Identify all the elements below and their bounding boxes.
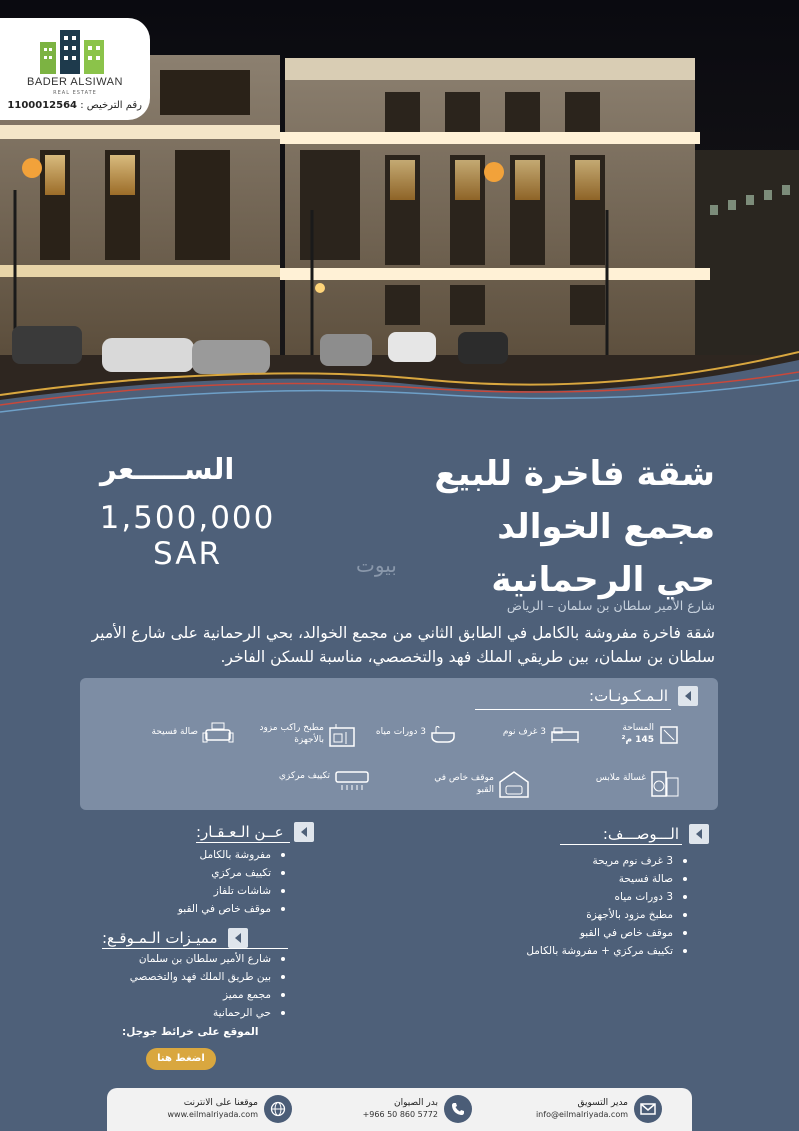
air-conditioner-icon [334,770,370,792]
section-arrow-icon [689,824,709,844]
amenity-living-room-label: صالة فسيحة [151,727,198,737]
section-arrow-icon [678,686,698,706]
watermark-text: بيوت [356,553,397,577]
amenity-living-room [148,722,234,738]
watermark-logo [356,553,397,577]
open-map-button[interactable]: اضغط هنا [146,1048,216,1070]
buildings-logo-icon [38,26,108,74]
list-item: شاشات تلفاز [178,882,287,900]
list-item: 3 دورات مياه [526,888,689,906]
amenities-heading: الـمـكـونـات: [589,687,668,705]
washing-machine-icon [650,770,680,798]
property-underline [196,842,290,843]
list-item: صالة فسيحة [526,870,689,888]
section-arrow-icon [294,822,314,842]
list-item: بين طريق الملك فهد والتخصصي [130,968,287,986]
google-maps-label: الموقع على خرائط جوجل: [122,1026,259,1038]
street-address: شارع الأمير سلطان بن سلمان – الرياض [506,598,715,613]
website-contact[interactable] [168,1094,292,1124]
amenity-parking [420,770,530,796]
license-label: رقم الترخيص : [80,100,142,111]
company-logo-card [0,18,150,120]
listing-description: شقة فاخرة مفروشة بالكامل في الطابق الثاني من مجمع الخوالد، بحي الرحمانية على شارع الأمير سلطان بن سلمان، بين طريقي الملك فهد والتخصصي، مناسبة للسكن الفاخر. [91,624,715,666]
price-value [80,500,295,572]
list-item: تكييف مركزي [178,864,287,882]
list-item: 3 غرف نوم مريحة [526,852,689,870]
bed-icon [550,724,580,744]
list-item: موقف خاص في القبو [178,900,287,918]
email-icon [634,1095,662,1123]
sofa-icon [202,722,234,748]
property-section-header [196,822,314,842]
marketing-email[interactable]: info@eilmalriyada.com [535,1110,628,1119]
list-item: تكييف مركزي + مفروشة بالكامل [526,942,689,960]
price-currency: SAR [153,536,222,572]
amenity-bedrooms [480,722,580,738]
description-list [526,852,689,960]
header-underline [475,709,671,710]
phone-icon [444,1095,472,1123]
amenity-washer [590,770,680,784]
list-item: موقف خاص في القبو [526,924,689,942]
garage-icon [498,770,530,798]
section-arrow-icon [228,928,248,948]
price-amount: 1,500,000 [99,500,276,536]
title-line-2: مجمع الخوالد [497,507,715,547]
property-list [178,846,287,918]
amenity-ac [270,770,370,782]
amenity-kitchen-label: مطبخ راكب مزود بالأجهزة [259,723,324,745]
contact-footer [107,1088,692,1131]
amenity-bedrooms-label: 3 غرف نوم [502,727,546,737]
amenity-area-label: المساحة [622,723,654,733]
kitchen-icon [328,722,356,748]
agent-contact[interactable] [363,1094,472,1124]
listing-title [434,448,715,607]
location-section-header [102,928,248,948]
amenities-header [589,686,698,706]
amenity-area-value: 145 م² [621,735,654,745]
property-section-heading: عــن الـعـقـار: [196,823,284,841]
amenity-area [590,722,680,746]
amenity-bathrooms-label: 3 دورات مياه [375,727,426,737]
brand-tagline: REAL ESTATE [53,90,97,96]
license-number: 1100012564 [7,100,77,111]
bathtub-icon [430,724,456,744]
list-item: مجمع مميز [130,986,287,1004]
description-section-heading: الـــوصـــف: [602,825,679,843]
location-section-heading: مميـزات الـمـوقـع: [102,929,218,947]
list-item: حي الرحمانية [130,1004,287,1022]
brand-name: BADER ALSIWAN [27,76,123,88]
location-underline [102,948,288,949]
amenity-washer-label: غسالة ملابس [595,773,646,783]
agent-phone[interactable]: +966 50 860 5772 [362,1110,438,1119]
title-line-3: حي الرحمانية [491,560,715,600]
amenity-parking-label: موقف خاص في القبو [434,773,494,795]
marketing-title: مدير التسويق [577,1098,628,1108]
agent-name: بدر الصيوان [394,1098,438,1108]
title-line-1: شقة فاخرة للبيع [434,454,715,494]
website-title: موقعنا على الانترنت [183,1098,258,1108]
list-item: مفروشة بالكامل [178,846,287,864]
website-url[interactable]: www.eilmalriyada.com [167,1110,258,1119]
amenity-bathrooms [346,722,456,738]
globe-icon [264,1095,292,1123]
price-label: الســـــعر [100,452,235,486]
license-info [7,100,142,111]
description-underline [560,844,682,845]
marketing-contact[interactable] [536,1094,662,1124]
amenities-panel [80,678,718,810]
amenity-kitchen [256,722,356,746]
description-section-header [603,824,709,844]
list-item: مطبخ مزود بالأجهزة [526,906,689,924]
amenity-ac-label: تكييف مركزي [278,771,330,781]
list-item: شارع الأمير سلطان بن سلمان [130,950,287,968]
area-icon [658,724,680,746]
location-list [130,950,287,1022]
